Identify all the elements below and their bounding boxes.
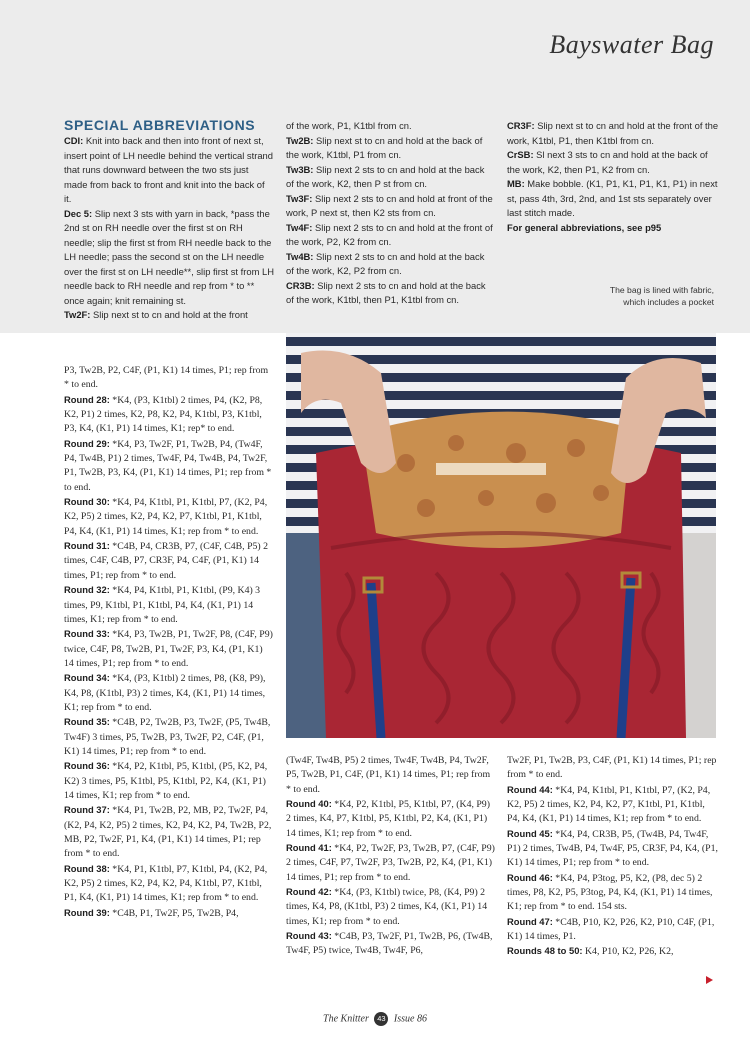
entry-term: CrSB:	[507, 149, 534, 160]
entry-text: (Tw4F, Tw4B, P5) 2 times, Tw4F, Tw4B, P4, Tw2F, P5, Tw2B, P1, C4F, (P1, K1) 14 times, P1; rep from * to end.	[286, 755, 491, 795]
entry-term: Round 39:	[64, 906, 110, 918]
bag-photo-illustration	[286, 333, 716, 738]
entry-text: Slip next 2 sts to cn and hold at the front of the work, P2, K2 from cn.	[286, 221, 493, 247]
text-entry	[507, 915, 719, 945]
text-entry	[64, 539, 274, 583]
text-entry	[507, 783, 719, 827]
entry-term: CR3B:	[286, 279, 315, 291]
entry-term: Tw2B:	[286, 134, 314, 146]
entry-term: Round 30:	[64, 496, 110, 508]
entry-text: *K4, P4, CR3B, P5, (Tw4B, P4, Tw4F, P1) 2 times, Tw4B, P4, Tw4F, P5, CR3F, P4, K4, (P1, K1) 14 times, P1; rep from * to end.	[507, 828, 718, 869]
abbreviations-column-2	[286, 119, 494, 308]
abbreviations-column-1	[64, 134, 274, 323]
entry-term: Tw4F:	[286, 221, 313, 233]
page-footer	[0, 1012, 750, 1026]
entry-term: CR3F:	[507, 120, 535, 131]
entry-text: of the work, P1, K1tbl from cn.	[286, 120, 412, 131]
text-entry	[64, 671, 274, 715]
entry-text: *K4, P2, K1tbl, P5, K1tbl, P7, (K4, P9) 2 times, K4, P7, K1tbl, P5, K1tbl, P2, K4, (K1, P1) 14 times, K1; rep from * to end.	[286, 799, 490, 839]
text-entry	[64, 437, 274, 495]
text-entry	[64, 862, 274, 906]
entry-term: Round 38:	[64, 862, 110, 874]
pattern-column-1	[64, 364, 274, 921]
entry-text: *K4, P4, K1tbl, P1, K1tbl, P7, (K2, P4, K2, P5) 2 times, K2, P4, K2, P7, K1tbl, P1, K1tbl, P4, K4, (K1, P1) 14 times, K1; rep from * to end.	[507, 784, 711, 825]
magazine-name: The Knitter	[323, 1013, 369, 1025]
entry-term: Round 37:	[64, 804, 110, 816]
text-entry	[286, 279, 494, 308]
page-number: 43	[374, 1012, 388, 1026]
entry-term: Tw4B:	[286, 250, 314, 262]
text-entry	[64, 207, 274, 309]
entry-term: Round 44:	[507, 783, 553, 795]
entry-text: *C4B, P3, Tw2F, P1, Tw2B, P6, (Tw4B, Tw4F, P5) twice, Tw4B, Tw4F, P6,	[286, 931, 493, 957]
entry-text: *K4, P2, K1tbl, P5, K1tbl, (P5, K2, P4, K2) 3 times, P5, K1tbl, P5, K1tbl, P2, K4, (K1, P1) 14 times, K1; rep from * to end.	[64, 761, 268, 801]
text-entry	[64, 134, 274, 207]
entry-term: Dec 5:	[64, 207, 93, 219]
entry-text: Slip next 2 sts to cn and hold at the back of the work, K1tbl, then P1, K1tbl from cn.	[286, 279, 486, 305]
text-entry	[286, 163, 494, 192]
abbreviations-heading: SPECIAL ABBREVIATIONS	[64, 117, 256, 133]
abbreviations-column-3	[507, 119, 719, 235]
text-entry	[286, 754, 496, 797]
entry-text: *C4B, P10, K2, P26, K2, P10, C4F, (P1, K1) 14 times, P1.	[507, 916, 715, 943]
text-entry	[507, 827, 719, 871]
entry-text: *K4, (P3, K1tbl) twice, P8, (K4, P9) 2 times, K4, P8, (K1tbl, P3) 2 times, K4, (K1, P1) 14 times, K1; rep from * to end.	[286, 887, 488, 927]
entry-text: K4, P10, K2, P26, K2,	[582, 946, 674, 958]
entry-text: *C4B, P2, Tw2B, P3, Tw2F, (P5, Tw4B, Tw4F) 3 times, P5, Tw2B, P3, Tw2F, P2, C4F, (P1, K1) 14 times, P1; rep from * to end.	[64, 717, 271, 757]
entry-text: *K4, P1, K1tbl, P7, K1tbl, P4, (K2, P4, K2, P5) 2 times, K2, P4, K2, P4, K1tbl, P7, K1tbl, P1, K4, (K1, P1) 14 times, K1; rep from * to end.	[64, 863, 268, 904]
entry-text: *K4, P1, Tw2B, P2, MB, P2, Tw2F, P4, (K2, P4, K2, P5) 2 times, K2, P4, K2, P4, Tw2B, P2, MB, P2, Tw2F, P1, K4, (P1, K1) 14 times, P1; rep from * to end.	[64, 805, 272, 860]
entry-term: Round 41:	[286, 842, 332, 854]
text-entry	[286, 885, 496, 929]
text-entry	[64, 583, 274, 627]
entry-text: Slip next 2 sts to cn and hold at the back of the work, K2, then P st from cn.	[286, 163, 485, 189]
page-title: Bayswater Bag	[549, 30, 714, 59]
text-entry	[64, 627, 274, 671]
entry-text: *C4B, P1, Tw2F, P5, Tw2B, P4,	[109, 907, 239, 919]
entry-text: *K4, P3, Tw2B, P1, Tw2F, P8, (C4F, P9) twice, C4F, P8, Tw2B, P1, Tw2F, P3, K4, (P1, K1) 14 times, P1; rep from * to end.	[64, 629, 273, 669]
entry-term: MB:	[507, 178, 525, 189]
entry-term: Round 42:	[286, 886, 332, 898]
text-entry	[507, 754, 719, 783]
entry-text: *K4, (P3, K1tbl) 2 times, P8, (K8, P9), K4, P8, (K1tbl, P3) 2 times, K4, (K1, P1) 14 times, K1; rep from * to end.	[64, 673, 266, 713]
entry-text: Knit into back and then into front of next st, insert point of LH needle behind the vertical strand that runs downward between the two sts just made from back to front and knit into the back of it.	[64, 135, 273, 204]
entry-term: Round 28:	[64, 393, 110, 405]
text-entry	[507, 944, 719, 959]
entry-text: Slip next 3 sts with yarn in back, *pass the 2nd st on RH needle over the first st on RH needle; slip the first st from RH needle back to the LH needle; pass the second st on the LH needle over the first st on LH needle**, slip first st from LH needle back to RH needle and rep from * to ** once again; knit remaining st.	[64, 207, 274, 306]
entry-term: Tw2F:	[64, 309, 91, 320]
text-entry	[64, 393, 274, 437]
text-entry	[286, 119, 494, 134]
abbreviations-column-3-list	[507, 119, 719, 221]
general-abbreviations-note: For general abbreviations, see p95	[507, 221, 662, 233]
entry-term: Round 45:	[507, 827, 553, 839]
paisley-lining	[361, 412, 631, 548]
text-entry	[507, 177, 719, 221]
text-entry	[64, 495, 274, 539]
entry-term: Round 40:	[286, 798, 332, 810]
entry-term: Round 34:	[64, 672, 110, 684]
text-entry	[286, 221, 494, 250]
issue-number: Issue 86	[393, 1013, 427, 1025]
text-entry	[64, 759, 274, 803]
entry-text: Tw2F, P1, Tw2B, P3, C4F, (P1, K1) 14 times, P1; rep from * to end.	[507, 755, 717, 781]
text-entry	[507, 119, 719, 148]
entry-text: Slip next st to cn and hold at the back of the work, K1tbl, P1 from cn.	[286, 134, 483, 160]
entry-text: Make bobble. (K1, P1, K1, P1, K1, P1) in next st, pass 4th, 3rd, 2nd, and 1st sts separately over last stitch made.	[507, 178, 718, 218]
entry-text: Sl next 3 sts to cn and hold at the back of the work, K2, then P1, K2 from cn.	[507, 149, 708, 175]
text-entry	[507, 871, 719, 915]
entry-term: Round 31:	[64, 540, 110, 552]
entry-term: Round 36:	[64, 760, 110, 772]
entry-term: CDI:	[64, 135, 84, 146]
entry-text: *K4, P4, K1tbl, P1, K1tbl, (P9, K4) 3 times, P9, K1tbl, P1, K1tbl, P4, K4, (K1, P1) 14 times, K1; rep from * to end.	[64, 585, 261, 625]
entry-term: Round 35:	[64, 716, 110, 728]
entry-term: Round 43:	[286, 930, 332, 942]
text-entry	[286, 797, 496, 841]
bag-photo	[286, 333, 716, 738]
text-entry	[286, 929, 496, 959]
entry-text: P3, Tw2B, P2, C4F, (P1, K1) 14 times, P1; rep from * to end.	[64, 365, 269, 391]
entry-text: *K4, (P3, K1tbl) 2 times, P4, (K2, P8, K2, P1) 2 times, K2, P8, K2, P4, K1tbl, P3, K1tbl, P3, K4, (K1, P1) 14 times, K1; rep* to end.	[64, 394, 263, 435]
entry-text: *K4, P2, Tw2F, P3, Tw2B, P7, (C4F, P9) 2 times, C4F, P7, Tw2F, P3, Tw2B, P2, K4, (P1, K1) 14 times, P1; rep from * to end.	[286, 843, 495, 883]
text-entry	[507, 148, 719, 177]
text-entry	[64, 715, 274, 759]
text-entry	[64, 364, 274, 393]
entry-text: *K4, P4, P3tog, P5, K2, (P8, dec 5) 2 times, P8, K2, P5, P3tog, P4, K4, (K1, P1) 14 times, K1; rep from * to end. 154 sts.	[507, 872, 713, 913]
pattern-column-3	[507, 754, 719, 960]
entry-text: Slip next 2 sts to cn and hold at front of the work, P next st, then K2 sts from cn.	[286, 192, 493, 218]
continue-arrow-icon	[706, 976, 713, 984]
entry-term: Round 46:	[507, 871, 553, 883]
entry-term: Tw3B:	[286, 163, 314, 175]
entry-text: Slip next st to cn and hold at the front	[90, 309, 248, 320]
entry-text: Slip next 2 sts to cn and hold at the back of the work, K2, P2 from cn.	[286, 250, 485, 276]
entry-text: *K4, P4, K1tbl, P1, K1tbl, P7, (K2, P4, K2, P5) 2 times, K2, P4, K2, P7, K1tbl, P1, K1tbl, P4, K4, (K1, P1) 14 times, K1; rep from * to end.	[64, 497, 268, 537]
entry-text: *K4, P3, Tw2F, P1, Tw2B, P4, (Tw4F, P4, Tw4B, P1) 2 times, Tw4F, P4, Tw4B, P4, Tw2F, P1, Tw2B, P3, K4, (P1, K1) 14 times, P1; rep from * to end.	[64, 438, 272, 493]
text-entry	[64, 803, 274, 861]
entry-term: Tw3F:	[286, 192, 313, 204]
entry-term: Rounds 48 to 50:	[507, 945, 583, 957]
entry-text: Slip next st to cn and hold at the front of the work, K1tbl, P1, then K1tbl from cn.	[507, 120, 719, 146]
text-entry	[64, 906, 274, 921]
entry-term: Round 32:	[64, 584, 110, 596]
entry-term: Round 47:	[507, 915, 553, 927]
entry-term: Round 33:	[64, 628, 110, 640]
pattern-column-2	[286, 754, 496, 959]
entry-text: *C4B, P4, CR3B, P7, (C4F, C4B, P5) 2 times, C4F, C4B, P7, CR3F, P4, C4F, (P1, K1) 14 times, P1; rep from * to end.	[64, 541, 269, 581]
text-entry	[286, 250, 494, 279]
entry-term: Round 29:	[64, 437, 110, 449]
text-entry	[64, 308, 274, 323]
text-entry	[286, 841, 496, 885]
text-entry	[286, 134, 494, 163]
photo-caption: The bag is lined with fabric, which includes a pocket	[609, 285, 714, 307]
text-entry	[286, 192, 494, 221]
